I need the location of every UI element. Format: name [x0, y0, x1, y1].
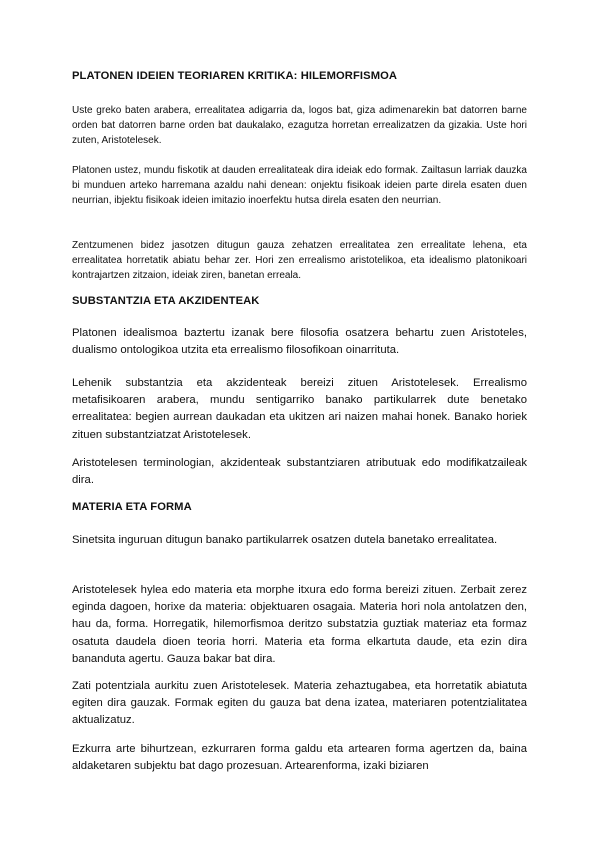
document-title: PLATONEN IDEIEN TEORIAREN KRITIKA: HILEMORFISMOA [72, 70, 398, 82]
section2-paragraph-2: Aristotelesek hylea edo materia eta morphe itxura edo forma bereizi zituen. Zerbait zerez egindа dagoen, horixe da materia: objektuaren osagaia. Materia hori nola antolatzen den, hau da, forma. Horregatik, hilemorfismoa deritzo substatzia guztiak materiaz eta formaz osatuta daudela dioen teoria horri. Materia eta forma elkartuta daude, eta ezin dira bananduta agertu. Gauza bakar bat dira. [72, 584, 527, 665]
section2-paragraph-4: Ezkurra arte bihurtzean, ezkurraren forma galdu eta artearen forma agertzen da, baina aldaketaren subjektu bat dago prozesuan. Artearenforma, izaki biziaren [72, 743, 527, 773]
section1-paragraph-1: Platonen idealismoa baztertu izanak bere filosofia osatzera behartu zuen Aristoteles, dualismo ontologikoa utzita eta errealismo filosofikoan oinarrituta. [72, 327, 527, 357]
intro-paragraph-1: Uste greko baten arabera, errealitatea adigarria da, logos bat, giza adimenarekin bat datorren barne orden bat datorren barne orden bat daukalako, ezagutza horretan errealizatzen da gizakia. Uste hori zuten, Aristotelesek. [72, 105, 527, 147]
section1-paragraph-2: Lehenik substantzia eta akzidenteak bereizi zituen Aristotelesek. Errealismo metafisikoaren arabera, mundu sentigarriko banako partikularrek dute benetako errealitatea: begien aurrean daukadan eta ukitzen ari naizen mahai honek. Banako horiek zituen substantziatzat Aristotelesek. [72, 377, 527, 441]
section2-paragraph-3: Zati potentziala aurkitu zuen Aristotelesek. Materia zehaztugabea, eta horretatik abiatuta egiten dira gauzak. Formak egiten du gauza bat dena izatea, materiaren potentzialitatea aktualizatuz. [72, 680, 527, 727]
intro-paragraph-2: Platonen ustez, mundu fiskotik at dauden errealitateak dira ideiak edo formak. Zailtasun larriak dauzka bi munduen arteko harremana azaldu nahi denean: onjektu fisikoak ideien parte direla esaten duen neurrian, ibjektu fisikoak ideien imitazio inoerfektu hutsa direla esaten den neurrian. [72, 165, 527, 207]
section-heading-substantzia: SUBSTANTZIA ETA AKZIDENTEAK [72, 295, 260, 307]
section-heading-materia: MATERIA ETA FORMA [72, 501, 192, 513]
section1-paragraph-3: Aristotelesen terminologian, akzidenteak substantziaren atributuak edo modifikatzaileak dira. [72, 457, 527, 487]
intro-paragraph-3: Zentzumenen bidez jasotzen ditugun gauza zehatzen errealitatea zen errealitate lehena, eta errealitatea horretatik abiatu behar zer. Hori zen errealismo aristotelikoa, eta idealismo platonikoari kontrajartzen zitzaion, ideiak ziren, banetan erreala. [72, 240, 527, 282]
section2-paragraph-1: Sinetsita inguruan ditugun banako partikularrek osatzen dutela banetako errealitatea. [72, 534, 498, 546]
